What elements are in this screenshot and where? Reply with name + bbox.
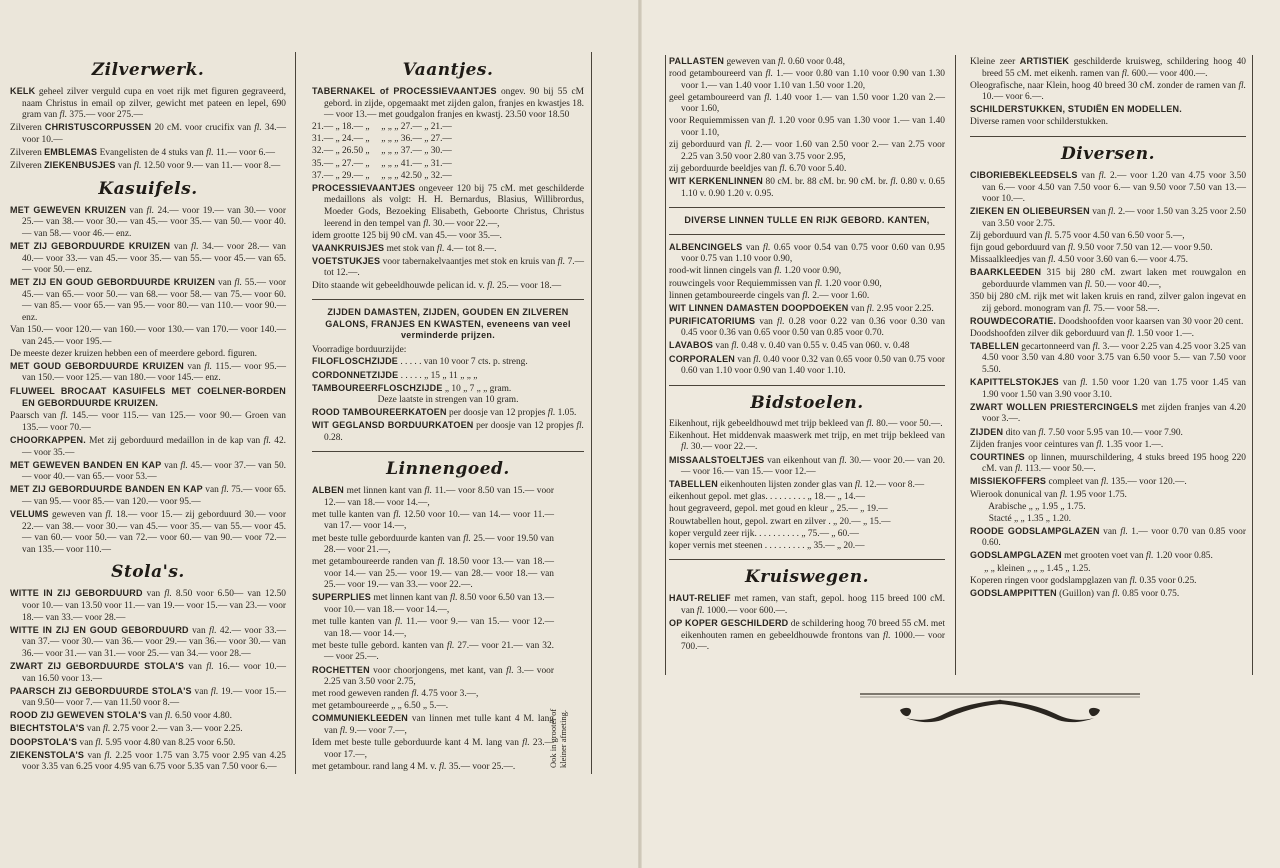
catalog-entry: FILOFLOSCHZIJDE . . . . . van 10 voor 7 cts. p. streng.	[312, 356, 528, 368]
catalog-entry: Dito staande wit gebeeldhouwde pelican id. v. fl. 25.— voor 18.—	[312, 280, 562, 291]
catalog-entry: zij geborduurde beeldjes van fl. 6.70 voor 5.40.	[669, 163, 847, 174]
section-divider	[669, 234, 945, 235]
catalog-entry: LAVABOS van fl. 0.48 v. 0.40 van 0.55 v. 0.45 van 060. v. 0.48	[669, 340, 910, 352]
catalog-entry: Wierook donunical van fl. 1.95 voor 1.75.	[970, 489, 1127, 500]
catalog-entry: CHOORKAPPEN. Met zij geborduurd medaillon in de kap van fl. 42.— voor 35.—	[10, 434, 286, 458]
catalog-entry: ROOD ZIJ GEWEVEN STOLA'S van fl. 6.50 voor 4.80.	[10, 710, 232, 722]
catalog-entry: PROCESSIEVAANTJES ongeveer 120 bij 75 cM. met geschilderde medaillons als volgt: H. H. Bernardus, Blasius, Willibrordus, Moeder Gods, Bezoeking Elisabeth, Geboorte Christus, Christus leerend in den tempel van fl. 30.— voor 22.—,	[312, 182, 584, 229]
kasuifels-heading: Kasuifels.	[98, 178, 198, 199]
ornament-flourish	[860, 692, 1140, 732]
catalog-entry: Kleine zeer ARTISTIEK geschilderde kruisweg, schildering hoog 40 breed 55 cM. met eikenh. ramen van fl. 600.— voor 400.—.	[970, 56, 1246, 79]
catalog-entry: Arabische „ „ 1.95 „ 1.75.	[970, 501, 1086, 512]
catalog-entry: Stacté „ „ 1.35 „ 1.20.	[970, 513, 1072, 524]
catalog-entry: MISSAALSTOELTJES van eikenhout van fl. 30.— voor 20.— van 20.— voor 16.— van 15.— voor 12.—	[669, 454, 945, 478]
catalog-entry: koper vernis met steenen . . . . . . . . . „ 35.— „ 20.—	[669, 540, 865, 551]
catalog-entry: TABERNAKEL of PROCESSIEVAANTJES ongev. 90 bij 55 cM gebord. in zijde, opgemaakt met zijden galon, franjes en kwastjes 18.— voor 13.— met goudgalon franjes en kwastj. 23.50 voor 18.50	[312, 86, 584, 121]
column-1	[10, 56, 287, 773]
catalog-entry: PURIFICATORIUMS van fl. 0.28 voor 0.22 van 0.36 voor 0.30 van 0.45 voor 0.36 van 0.65 voor 0.50 van 0.85 voor 0.70.	[669, 315, 945, 339]
catalog-entry: ZIEKEN EN OLIEBEURSEN van fl. 2.— voor 1.50 van 3.25 voor 2.50 van 3.50 voor 2.75.	[970, 206, 1247, 229]
column-divider	[591, 52, 592, 774]
catalog-entry: met tulle kanten van fl. 12.50 voor 10.— van 14.— voor 11.— van 17.— voor 14.—,	[312, 509, 554, 532]
stolas-list	[10, 588, 286, 773]
catalog-entry: „ „ kleinen „ „ „ 1.45 „ 1.25.	[970, 563, 1091, 574]
catalog-entry: ZIEKENSTOLA'S van fl. 2.25 voor 1.75 van 3.75 voor 2.95 van 4.25 voor 3.35 van 6.25 voor 4.95 van 6.75 voor 5.35 van 7.50 voor 6.—	[10, 749, 286, 773]
catalog-entry: Zilveren CHRISTUSCORPUSSEN 20 cM. voor crucifix van fl. 34.— voor 10.—	[10, 122, 286, 145]
catalog-entry: MET GOUD GEBORDUURDE KRUIZEN van fl. 115.— voor 95.— van 150.— voor 125.— van 180.— voor 145.— enz.	[10, 360, 286, 384]
catalog-entry: Rouwtabellen hout, gepol. zwart en zilver . „ 20.— „ 15.—	[669, 516, 891, 527]
catalog-entry: Koperen ringen voor godslampglazen van fl. 0.35 voor 0.25.	[970, 575, 1197, 586]
catalog-entry: met beste tulle gebord. kanten van fl. 27.— voor 21.— van 32.— voor 25.—.	[312, 640, 554, 663]
section-divider	[669, 559, 945, 560]
kruiswegen-list	[669, 593, 945, 653]
catalog-entry: 350 bij 280 cM. rijk met wit laken kruis en rand, zilver galon ingevat en zij gebord. monogram van fl. 75.— voor 58.—.	[970, 292, 1246, 314]
linnengoed-heading: Linnengoed.	[386, 459, 510, 480]
catalog-entry: WIT GEGLANSD BORDUURKATOEN per doosje van 12 propjes fl. 0.28.	[312, 419, 584, 443]
catalog-entry: VAANKRUISJES met stok van fl. 4.— tot 8.—.	[312, 242, 497, 254]
column-divider	[1252, 55, 1253, 675]
column-divider	[295, 52, 296, 774]
catalog-entry: zij geborduurd van fl. 2.— voor 1.60 van 2.50 voor 2.— van 2.75 voor 2.25 van 3.50 voor 2.80 van 3.75 voor 2.95,	[669, 140, 945, 162]
diversen-heading: Diversen.	[1060, 144, 1155, 165]
catalog-entry: WIT LINNEN DAMASTEN DOOPDOEKEN van fl. 2.95 voor 2.25.	[669, 302, 934, 314]
diverse-linnen-list	[669, 242, 945, 378]
catalog-entry: SUPERPLIES met linnen kant van fl. 8.50 voor 6.50 van 13.— voor 10.— van 18.— voor 14.—,	[312, 592, 554, 616]
catalog-entry: eikenhout gepol. met glas. . . . . . . . . „ 18.— „ 14.—	[669, 492, 866, 503]
catalog-entry: rood-wit linnen cingels van fl. 1.20 voor 0.90,	[669, 266, 842, 277]
catalog-entry: met rood geweven randen fl. 4.75 voor 3.—,	[312, 689, 479, 700]
catalog-entry: BIECHTSTOLA'S van fl. 2.75 voor 2.— van 3.— voor 2.25.	[10, 723, 243, 735]
catalog-entry: Oleografische, naar Klein, hoog 40 breed 30 cM. zonder de ramen van fl. 10.— voor 6.—.	[970, 80, 1246, 103]
column-3	[669, 56, 945, 676]
catalog-entry: Zilveren ZIEKENBUSJES van fl. 12.50 voor 9.— van 11.— voor 8.—	[10, 160, 281, 172]
catalog-entry: WITTE IN ZIJ GEBORDUURD van fl. 8.50 voor 6.50— van 12.50 voor 10.— van 13.50 voor 11.— van 19.— voor 15.— van 23.— voor 18.— van 33.— voor 28.—	[10, 588, 286, 623]
catalog-entry: OP KOPER GESCHILDERD de schildering hoog 70 breed 55 cM. met eikenhouten ramen en gebeeldhouwde frontons van fl. 1000.— voor 700.—.	[669, 617, 945, 653]
catalog-entry: CORPORALEN van fl. 0.40 voor 0.32 van 0.65 voor 0.50 van 0.75 voor 0.60 van 1.10 voor 0.90 van 1.40 voor 1.10.	[669, 353, 945, 377]
diversen-list	[970, 170, 1246, 600]
catalog-entry: SCHILDERSTUKKEN, STUDIËN EN MODELLEN.	[970, 104, 1182, 115]
catalog-entry: ALBEN met linnen kant van fl. 11.— voor 8.50 van 15.— voor 12.— van 18.— voor 14.—,	[312, 485, 554, 508]
zijden-title: ZIJDEN DAMASTEN, ZIJDEN, GOUDEN EN ZILVEREN GALONS, FRANJES EN KWASTEN, eveneens van veel verminderde prijzen.	[325, 307, 571, 341]
column-divider	[955, 55, 956, 675]
section-divider	[312, 299, 584, 300]
catalog-entry: 31.— „ 24.— „ „ „ „ 36.— „ 27.—	[312, 134, 452, 145]
catalog-entry: hout gegraveerd, gepol. met goud en kleur „ 25.— „ 19.—	[669, 504, 888, 515]
catalog-entry: COMMUNIEKLEEDEN van linnen met tulle kant 4 M. lang van fl. 9.— voor 7.—,	[312, 713, 554, 736]
catalog-entry: Eikenhout. Het middenvak maaswerk met trijp, en met trijp bekleed van fl. 30.— voor 22.—.	[669, 430, 945, 453]
catalog-entry: ALBENCINGELS van fl. 0.65 voor 0.54 van 0.75 voor 0.60 van 0.95 voor 0.75 van 1.10 voor 0.90,	[669, 241, 945, 265]
catalog-entry: geel getamboureerd van fl. 1.40 voor 1.— van 1.50 voor 1.20 van 2.— voor 1.60,	[669, 92, 945, 115]
column-4	[970, 56, 1246, 676]
catalog-entry: HAUT-RELIEF met ramen, van staft, gepol. hoog 115 breed 100 cM. van fl. 1000.— voor 600.—.	[669, 593, 945, 616]
bidstoelen-heading: Bidstoelen.	[750, 392, 864, 413]
catalog-entry: Eikenhout, rijk gebeeldhouwd met trijp bekleed van fl. 80.— voor 50.—.	[669, 418, 943, 429]
catalog-entry: VOETSTUKJES voor tabernakelvaantjes met stok en kruis van fl. 7.— tot 12.—.	[312, 255, 584, 279]
catalog-entry: De meeste dezer kruizen hebben een of meerdere gebord. figuren.	[10, 348, 258, 359]
column-divider	[665, 55, 666, 675]
catalog-entry: met getambour. rand lang 4 M. v. fl. 35.— voor 25.—.	[312, 761, 516, 772]
catalog-entry: Zij geborduurd van fl. 5.75 voor 4.50 van 6.50 voor 5.—,	[970, 231, 1185, 242]
catalog-entry: FLUWEEL BROCAAT KASUIFELS MET COELNER-BORDEN EN GEBORDUURDE KRUIZEN.	[10, 385, 286, 409]
vaantjes-heading: Vaantjes.	[402, 60, 494, 80]
catalog-entry: WIT KERKENLINNEN 80 cM. br. 88 cM. br. 90 cM. br. fl. 0.80 v. 0.65 1.10 v. 0.90 1.20 v. 0.95.	[669, 175, 945, 199]
catalog-entry: Diverse ramen voor schilderstukken.	[970, 117, 1108, 128]
section-divider	[669, 207, 945, 208]
catalog-entry: MET ZIJ GEBORDUURDE KRUIZEN van fl. 34.— voor 28.— van 40.— voor 33.— van 45.— voor 35.— van 55.— voor 45.— van 65.— voor 50.— enz.	[10, 240, 286, 276]
catalog-entry: ROCHETTEN voor choorjongens, met kant, van fl. 3.— voor 2.25 van 3.50 voor 2.75,	[312, 664, 554, 688]
bidstoelen-list	[669, 419, 945, 553]
linnengoed-list	[312, 485, 584, 773]
catalog-entry: GODSLAMPGLAZEN met grooten voet van fl. 1.20 voor 0.85.	[970, 550, 1213, 562]
catalog-entry: ROOD TAMBOUREERKATOEN per doosje van 12 propjes fl. 1.05.	[312, 406, 577, 418]
catalog-entry: ZIJDEN dito van fl. 7.50 voor 5.95 van 10.— voor 7.90.	[970, 426, 1183, 438]
catalog-entry: koper verguld zeer rijk. . . . . . . . . . „ 75.— „ 60.—	[669, 528, 859, 539]
catalog-entry: ROODE GODSLAMPGLAZEN van fl. 1.— voor 0.70 van 0.85 voor 0.60.	[970, 525, 1246, 549]
catalog-entry: MET GEWEVEN BANDEN EN KAP van fl. 45.— voor 37.— van 50.— voor 40.— van 65.— voor 53.—	[10, 459, 286, 483]
catalog-entry: 21.— „ 18.— „ „ „ „ 27.— „ 21.—	[312, 122, 452, 133]
catalog-entry: WITTE IN ZIJ EN GOUD GEBORDUURD van fl. 42.— voor 33.— van 37.— voor 30.— van 36.— voor 29.— van 36.— voor 30.— van 36.— voor 31.— van 31.— voor 25.— van 34.— voor 28.—	[10, 624, 286, 659]
catalog-entry: VELUMS geweven van fl. 18.— voor 15.— zij geborduurd 30.— voor 22.— van 38.— voor 30.— van 45.— voor 35.— van 55.— voor 45.— van 60.— voor 50.— van 72.— voor 60.— van 90.— voor 72.— van 135.— voor 110.—	[10, 509, 286, 555]
catalog-entry: Doodshoofden zilver dik geborduurd van fl. 1.50 voor 1.—.	[970, 328, 1194, 339]
section-divider	[669, 385, 945, 386]
catalog-entry: Van 150.— voor 120.— van 160.— voor 130.— van 170.— voor 140.— van 245.— voor 195.—	[10, 325, 286, 347]
catalog-entry: 35.— „ 27.— „ „ „ „ 41.— „ 31.—	[312, 158, 452, 169]
catalog-entry: KAPITTELSTOKJES van fl. 1.50 voor 1.20 van 1.75 voor 1.45 van 1.90 voor 1.50 van 3.90 voor 3.10.	[970, 377, 1246, 400]
catalog-entry: PALLASTEN geweven van fl. 0.60 voor 0.48,	[669, 56, 845, 67]
catalog-entry: rood getamboureerd van fl. 1.— voor 0.80 van 1.10 voor 0.90 van 1.30 voor 1.— van 1.40 voor 1.10 van 1.50 voor 1.20,	[669, 69, 945, 91]
page-fold	[638, 0, 642, 868]
catalog-entry: Paarsch van fl. 145.— voor 115.— van 125.— voor 90.— Groen van 135.— voor 70.—	[10, 411, 286, 433]
zijden-rows	[312, 356, 584, 395]
zijden-intro: Voorradige borduurzijde:	[312, 344, 407, 355]
vaantjes-list	[312, 86, 584, 292]
side-note: Ook in grooter of kleiner afmeting.	[548, 708, 568, 768]
catalog-entry: GODSLAMPPITTEN (Guillon) van fl. 0.85 voor 0.75.	[970, 587, 1180, 599]
catalog-entry: PAARSCH ZIJ GEBORDUURDE STOLA'S van fl. 19.— voor 15.— van 9.50— voor 7.— van 11.50 voor 8.—	[10, 685, 286, 709]
catalog-entry: met getamboureerde randen van fl. 18.50 voor 13.— van 18.— voor 14.— van 25.— voor 19.— van 28.— voor 18.— van 25.— voor 19.— van 33.— voor 22.—.	[312, 557, 554, 591]
artistiek-list	[970, 56, 1246, 129]
catalog-entry: voor Requiemmissen van fl. 1.20 voor 0.95 van 1.30 voor 1.— van 1.40 voor 1.10,	[669, 116, 945, 139]
catalog-entry: rouwcingels voor Requiemmissen van fl. 1.20 voor 0.90,	[669, 278, 882, 289]
catalog-entry: Idem met beste tulle geborduurde kant 4 M. lang van fl. 23.— voor 17.—,	[312, 738, 555, 760]
kruiswegen-heading: Kruiswegen.	[744, 567, 870, 588]
catalog-entry: MET ZIJ EN GOUD GEBORDUURDE KRUIZEN van fl. 55.— voor 45.— van 65.— voor 50.— van 68.— voor 58.— van 75.— voor 60.— van 85.— voor 65.— van 95.— voor 80.— van 110.— voor 90.— enz.	[10, 277, 286, 323]
catalog-entry: MISSIEKOFFERS compleet van fl. 135.— voor 120.—.	[970, 476, 1187, 488]
catalog-entry: Missaalkleedjes van fl. 4.50 voor 3.60 van 6.— voor 4.75.	[970, 255, 1188, 266]
catalog-entry: linnen getamboureerde cingels van fl. 2.— voor 1.60.	[669, 290, 870, 301]
catalog-entry: ROUWDECORATIE. Doodshoofden voor kaarsen van 30 voor 20 cent.	[970, 315, 1244, 327]
catalog-entry: CIBORIEBEKLEEDSELS van fl. 2.— voor 1.20 van 4.75 voor 3.50 van 6.— voor 4.50 van 7.50 voor 6.— van 9.50 voor 7.50 van 13.— voor 10.—.	[970, 170, 1247, 205]
catalog-entry: ZWART ZIJ GEBORDUURDE STOLA'S van fl. 16.— voor 10.— van 16.50 voor 13.—	[10, 660, 287, 684]
kasuifels-list	[10, 205, 286, 557]
section-divider	[312, 451, 584, 452]
catalog-entry: MET GEWEVEN KRUIZEN van fl. 24.— voor 19.— van 30.— voor 25.— van 38.— voor 30.— van 45.— voor 35.— van 50.— voor 40.— van 58.— voor 46.— enz.	[10, 204, 286, 239]
pallasten-list	[669, 56, 945, 200]
stolas-heading: Stola's.	[111, 562, 185, 583]
catalog-entry: MET ZIJ GEBORDUURDE BANDEN EN KAP van fl. 75.— voor 65.— van 95.— voor 85.— van 120.— voor 95.—	[10, 484, 286, 507]
column-2	[312, 56, 584, 772]
catalog-entry: Zilveren EMBLEMAS Evangelisten de 4 stuks van fl. 11.— voor 6.—	[10, 146, 275, 158]
diverse-linnen-title: DIVERSE LINNEN TULLE EN RIJK GEBORD. KANTEN,	[684, 215, 930, 226]
catalog-entry: ZWART WOLLEN PRIESTERCINGELS met zijden franjes van 4.20 voor 3.—.	[970, 401, 1246, 425]
catalog-entry: met getamboureerde „ „ 6.50 „ 5.—.	[312, 701, 449, 712]
catalog-entry: KELK geheel zilver verguld cupa en voet rijk met figuren gegraveerd, naam Christus in email op zilver, gewicht met pateen en lepel, 690 gram van fl. 375.— voor 275.—	[10, 86, 286, 121]
catalog-entry: COURTINES op linnen, muurschildering, 4 stuks breed 195 hoog 220 cM. van fl. 113.— voor 50.—.	[970, 451, 1246, 475]
catalog-entry: Zijden franjes voor ceintures van fl. 1.35 voor 1.—.	[970, 439, 1164, 450]
section-divider	[970, 136, 1246, 137]
catalog-entry: TABELLEN gecartonneerd van fl. 3.— voor 2.25 van 4.25 voor 3.25 van 4.50 voor 3.50 van 4.80 voor 3.75 van 6.50 voor 5.— van 7.50 voor 5.50.	[970, 340, 1246, 376]
catalog-entry: 37.— „ 29.— „ „ „ „ 42.50 „ 32.—	[312, 170, 452, 181]
catalog-entry: CORDONNETZIJDE . . . . . „ 15 „ 11 „ „ „	[312, 369, 478, 381]
catalog-entry: TABELLEN eikenhouten lijsten zonder glas van fl. 12.— voor 8.—	[669, 479, 925, 491]
catalog-entry: met beste tulle geborduurde kanten van fl. 25.— voor 19.50 van 28.— voor 21.—,	[312, 533, 554, 556]
catalog-entry: 32.— „ 26.50 „ „ „ „ 37.— „ 30.—	[312, 146, 452, 157]
catalog-entry: met tulle kanten van fl. 11.— voor 9.— van 15.— voor 12.— van 18.— voor 14.—,	[312, 617, 554, 639]
catalog-entry: BAARKLEEDEN 315 bij 280 cM. zwart laken met rouwgalon en geborduurde vlammen van fl. 50.— voor 40.—,	[970, 267, 1246, 290]
zijden-note: Deze laatste in strengen van 10 gram.	[377, 395, 519, 406]
zijden-list	[312, 407, 584, 444]
catalog-entry: TAMBOUREERFLOSCHZIJDE „ 10 „ 7 „ „ gram.	[312, 382, 512, 394]
zilverwerk-list	[10, 86, 286, 173]
zilverwerk-heading: Zilverwerk.	[91, 60, 205, 80]
catalog-entry: idem grootte 125 bij 90 cM. van 45.— voor 35.—.	[312, 230, 502, 241]
catalog-entry: fijn goud geborduurd van fl. 9.50 voor 7.50 van 12.— voor 9.50.	[970, 243, 1213, 254]
catalog-entry: DOOPSTOLA'S van fl. 5.95 voor 4.80 van 8.25 voor 6.50.	[10, 736, 236, 748]
